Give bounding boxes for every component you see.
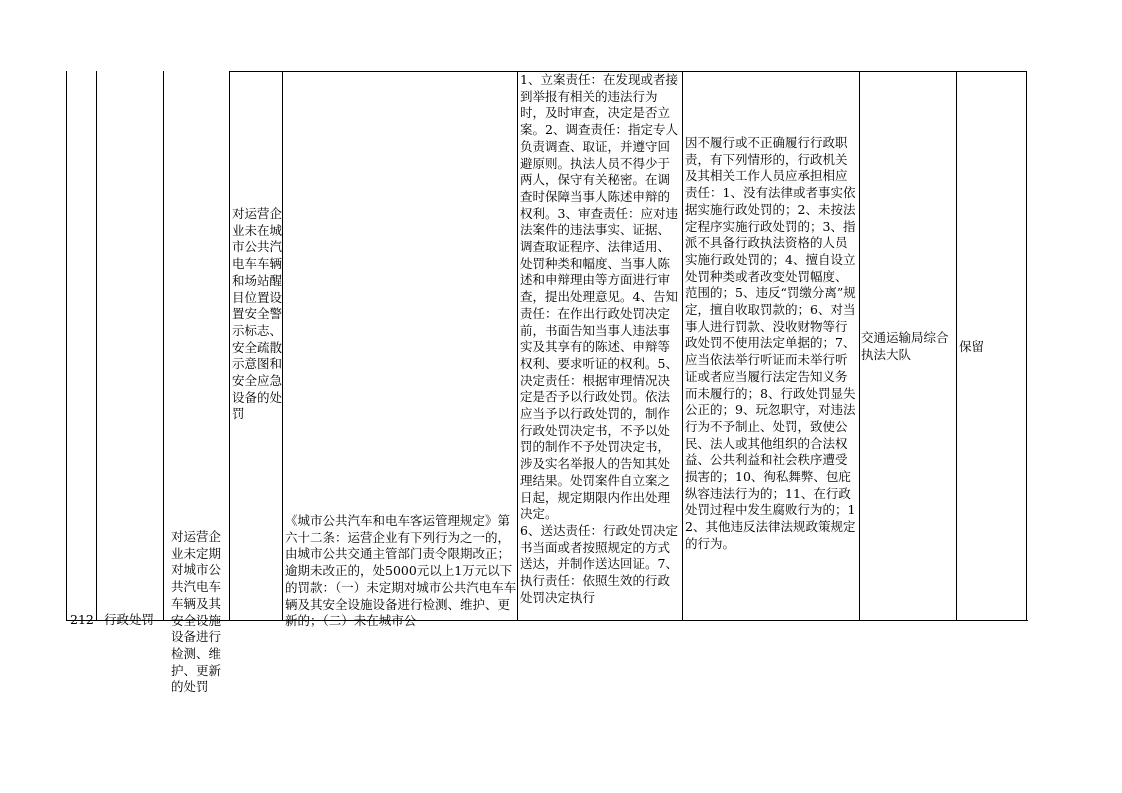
department-cell: 交通运输局综合执法大队 (861, 330, 949, 362)
row-number: 212 (70, 612, 94, 627)
column-divider (163, 71, 164, 621)
column-divider (282, 71, 283, 621)
table-border-left (66, 71, 67, 621)
column-divider (96, 71, 97, 621)
sub-item-cell: 对运营企业未在城市公共汽电车车辆和场站醒目位置设置安全警示标志、安全疏散示意图和安全应急设备的处罚 (232, 206, 283, 422)
item-name-cell: 对运营企业未定期对城市公共汽电车车辆及其安全设施设备进行检测、维护、更新的处罚 (171, 529, 222, 695)
column-divider (229, 71, 230, 621)
responsibility-cell: 1、立案责任：在发现或者接到举报有相关的违法行为时，及时审查，决定是否立案。2、调查责任：指定专人负责调查、取证，并遵守回避原则。执法人员不得少于两人，保守有关秘密。在调查时保障当事人陈述申辩的权利。3、审查责任：应对违法案件的违法事实、证据、调查取证程序、法律适用、处罚种类和幅度、当事人陈述和申辩理由等方面进行审查，提出处理意见。4、告知责任：在作出行政处罚决定前，书面告知当事人违法事实及其享有的陈述、申辩等权利、要求听证的权利。5、决定责任：根据审理情况决定是否予以行政处罚。依法应当予以行政处罚的，制作行政处罚决定书，不予以处罚的制作不予处罚决定书，涉及实名举报人的告知其处理结果。处罚案件自立案之日起，规定期限内作出处理决定。 6、送达责任：行政处罚决定书当面或者按照规定的方式送达，并制作送达回证。7、执行责任：依照生效的行政处罚决定执行 (520, 72, 678, 605)
table-border-right (1026, 71, 1027, 621)
accountability-cell: 因不履行或不正确履行行政职责，有下列情形的，行政机关及其相关工作人员应承担相应责任：1、没有法律或者事实依据实施行政处罚的；2、未按法定程序实施行政处罚的；3、指派不具备行政执法资格的人员实施行政处罚的；4、擅自设立处罚种类或者改变处罚幅度、范围的；5、违反“罚缴分离”规定，擅自收取罚款的；6、对当事人进行罚款、没收财物等行政处罚不使用法定单据的；7、应当依法举行听证而未举行听证或者应当履行法定告知义务而未履行的；8、行政处罚显失公正的；9、玩忽职守，对违法行为不予制止、处罚，致使公民、法人或其他组织的合法权益、公共利益和社会秩序遭受损害的；10、徇私舞弊、包庇纵容违法行为的；11、在行政处罚过程中发生腐败行为的；12、其他违反法律法规政策规定的行为。 (685, 135, 856, 551)
table-fragment (66, 71, 1028, 695)
column-divider (682, 71, 683, 621)
legal-basis-cell: 《城市公共汽车和电车客运管理规定》第六十二条：运营企业有下列行为之一的，由城市公共交通主管部门责令限期改正；逾期未改正的，处5000元以上1万元以下的罚款：（一）未定期对城市公共汽电车车辆及其安全设施设备进行检测、维护、更新的；（二）未在城市公 (285, 513, 517, 629)
column-divider (859, 71, 860, 621)
category-cell: 行政处罚 (104, 612, 155, 627)
column-divider (517, 71, 518, 621)
column-divider (956, 71, 957, 621)
page-cut-line (66, 620, 1028, 621)
status-cell: 保留 (959, 339, 985, 354)
